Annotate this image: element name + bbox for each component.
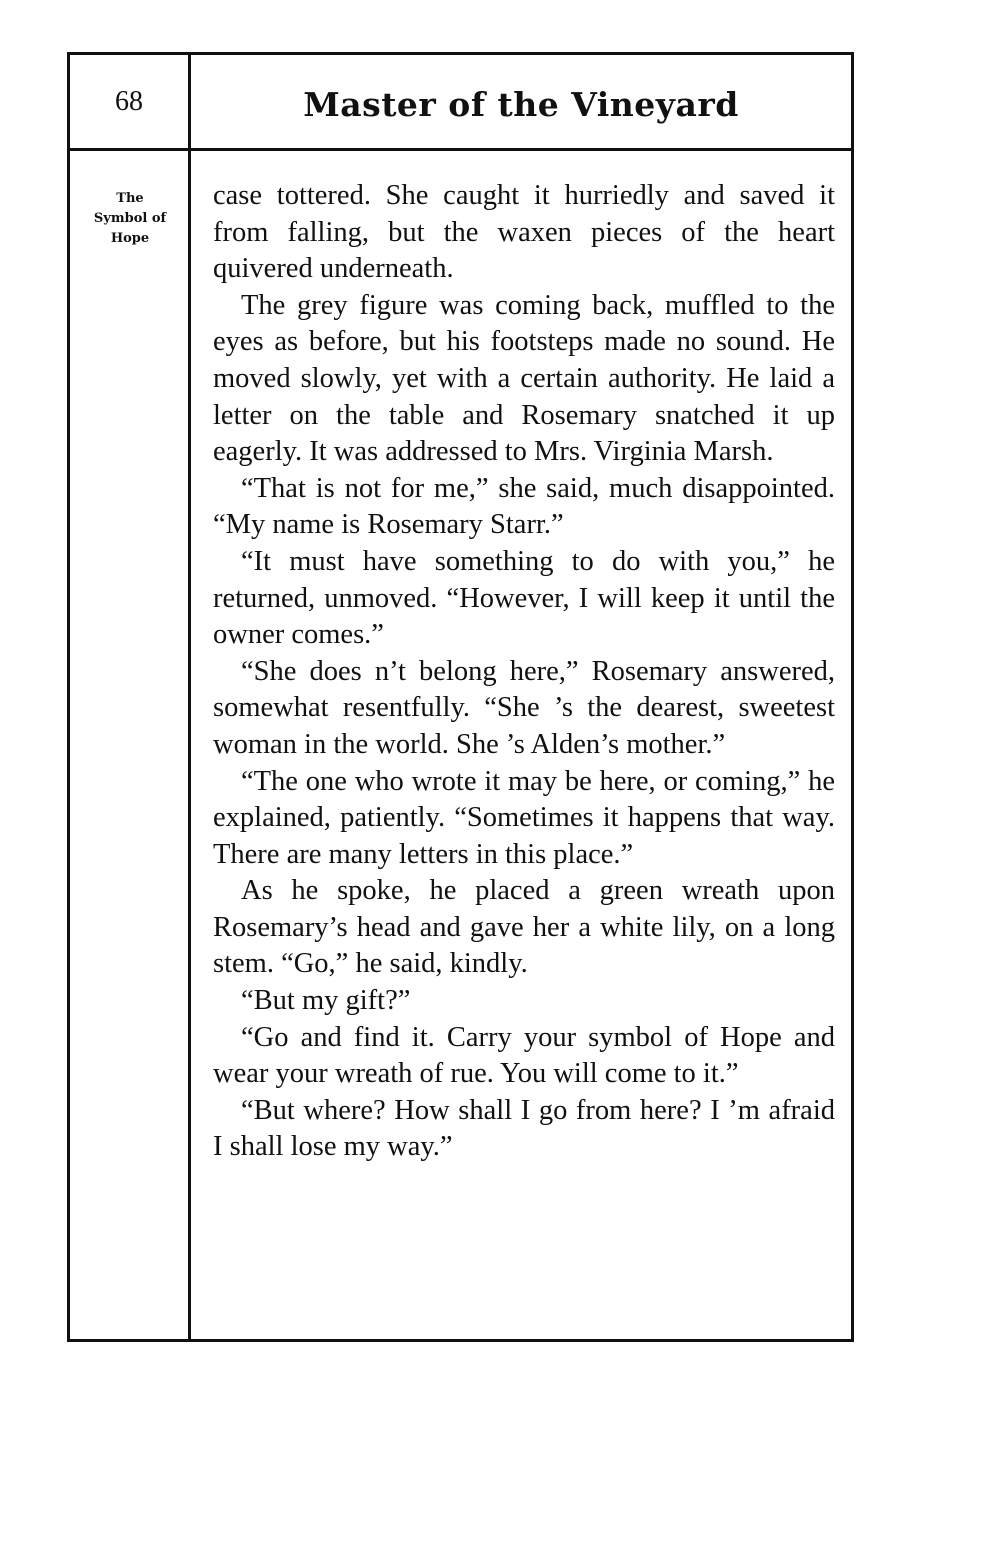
- paragraph: The grey figure was coming back, muffled to the eyes as before, but his footsteps made no sound. He moved slowly, yet with a certain authority. He laid a letter on the table and Rosemary snatched it up eagerly. It was addressed to Mrs. Virginia Marsh.: [213, 289, 835, 468]
- paragraph: “That is not for me,” she said, much disappointed. “My name is Rosemary Starr.”: [213, 472, 835, 541]
- running-title: Master of the Vineyard: [303, 85, 739, 124]
- page-frame: [67, 52, 854, 1342]
- paragraph: case tottered. She caught it hurriedly and saved it from falling, but the waxen pieces of the heart quivered underneath.: [213, 180, 835, 285]
- page-number: 68: [115, 86, 143, 117]
- paragraph: “The one who wrote it may be here, or coming,” he explained, patiently. “Sometimes it happens that way. There are many letters in this place.”: [213, 765, 835, 870]
- margin-column-rule: [188, 55, 191, 1339]
- paragraph: “But where? How shall I go from here? I ’m afraid I shall lose my way.”: [213, 1094, 835, 1163]
- margin-note-line: The: [116, 191, 144, 206]
- paragraph: “Go and find it. Carry your symbol of Hope and wear your wreath of rue. You will come to it.”: [213, 1021, 835, 1090]
- margin-note-line: Symbol of: [93, 211, 167, 226]
- margin-note-line: Hope: [110, 231, 150, 246]
- body-text: [213, 178, 835, 1166]
- paragraph: “But my gift?”: [241, 985, 411, 1017]
- paragraph: As he spoke, he placed a green wreath upon Rosemary’s head and gave her a white lily, on a long stem. “Go,” he said, kindly.: [213, 875, 835, 980]
- margin-note: [74, 189, 186, 249]
- paragraph: “It must have something to do with you,” he returned, unmoved. “However, I will keep it until the owner comes.”: [213, 545, 835, 651]
- paragraph: “She does n’t belong here,” Rosemary answered, somewhat resentfully. “She ’s the dearest, sweetest woman in the world. She ’s Alden’s mother.”: [213, 655, 835, 760]
